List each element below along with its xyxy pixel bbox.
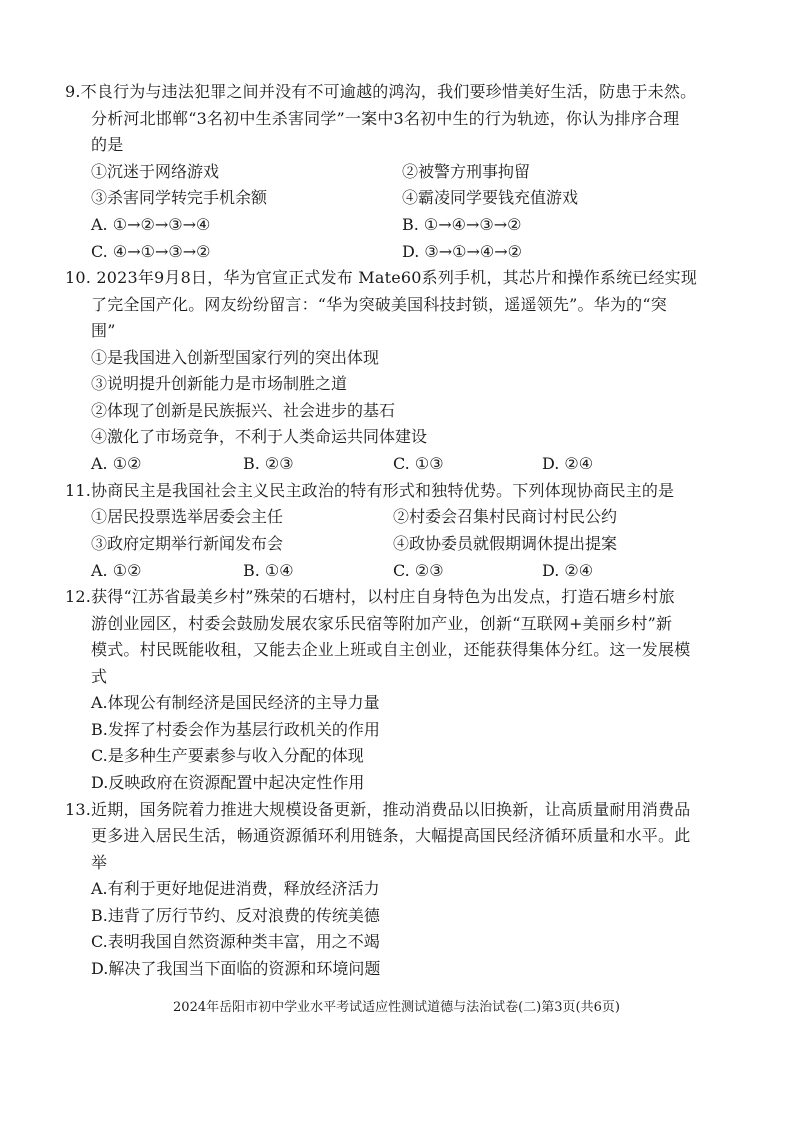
page-footer: 2024年岳阳市初中学业水平考试适应性测试道德与法治试卷(二)第3页(共6页) — [173, 1000, 620, 1015]
question-10-item-3: ③说明提升创新能力是市场制胜之道 — [91, 374, 348, 393]
question-10-item-4: ④激化了市场竞争，不利于人类命运共同体建设 — [91, 427, 428, 446]
question-9-option-c[interactable]: C. ④→①→③→② — [91, 242, 211, 261]
question-12-option-d[interactable]: D.反映政府在资源配置中起决定性作用 — [91, 773, 365, 792]
question-11-item-4: ④政协委员就假期调休提出提案 — [393, 534, 618, 553]
question-9-stem-line-3: 的是 — [91, 135, 124, 154]
question-12-stem-line-4: 式 — [91, 667, 108, 686]
question-10-stem-line-3: 围” — [91, 321, 116, 340]
question-13-option-c[interactable]: C.表明我国自然资源种类丰富，用之不竭 — [91, 932, 380, 951]
question-10-stem-line-1: 10. 2023年9月8日，华为官宣正式发布 Mate60系列手机，其芯片和操作系统已经实现 — [65, 268, 698, 287]
question-9-option-b[interactable]: B. ①→④→③→② — [402, 215, 522, 234]
question-10-option-d[interactable]: D. ②④ — [542, 454, 594, 473]
question-10-option-a[interactable]: A. ①② — [91, 454, 142, 473]
question-9-item-4: ④霸凌同学要钱充值游戏 — [402, 188, 579, 207]
question-12-option-c[interactable]: C.是多种生产要素参与收入分配的体现 — [91, 746, 364, 765]
question-13-stem-line-3: 举 — [91, 853, 108, 872]
question-11-option-c[interactable]: C. ②③ — [393, 561, 444, 580]
question-9-stem-line-1: 9.不良行为与违法犯罪之间并没有不可逾越的鸿沟，我们要珍惜美好生活，防患于未然。 — [65, 82, 697, 101]
question-12-stem-line-1: 12.获得“江苏省最美乡村”殊荣的石塘村，以村庄自身特色为出发点，打造石塘乡村旅 — [65, 587, 675, 606]
question-12-option-b[interactable]: B.发挥了村委会作为基层行政机关的作用 — [91, 720, 380, 739]
question-9-option-a[interactable]: A. ①→②→③→④ — [91, 215, 211, 234]
question-12-stem-line-2: 游创业园区，村委会鼓励发展农家乐民宿等附加产业，创新“互联网+美丽乡村”新 — [91, 614, 673, 633]
question-13-stem-line-1: 13.近期，国务院着力推进大规模设备更新，推动消费品以旧换新，让高质量耐用消费品 — [65, 800, 691, 819]
question-9-item-2: ②被警方刑事拘留 — [402, 162, 531, 181]
question-11-option-b[interactable]: B. ①④ — [243, 561, 294, 580]
question-11-item-2: ②村委会召集村民商讨村民公约 — [393, 507, 618, 526]
question-11-option-a[interactable]: A. ①② — [91, 561, 142, 580]
question-10-option-c[interactable]: C. ①③ — [393, 454, 444, 473]
question-10-stem-line-2: 了完全国产化。网友纷纷留言：“华为突破美国科技封锁，遥遥领先”。华为的“突 — [91, 295, 667, 314]
question-9-item-3: ③杀害同学转完手机余额 — [91, 188, 268, 207]
question-9-option-d[interactable]: D. ③→①→④→② — [402, 242, 523, 261]
question-12-option-a[interactable]: A.体现公有制经济是国民经济的主导力量 — [91, 693, 380, 712]
question-13-option-d[interactable]: D.解决了我国当下面临的资源和环境问题 — [91, 959, 381, 978]
question-10-option-b[interactable]: B. ②③ — [243, 454, 294, 473]
question-13-option-b[interactable]: B.违背了厉行节约、反对浪费的传统美德 — [91, 906, 380, 925]
question-9-stem-line-2: 分析河北邯郸“3名初中生杀害同学”一案中3名初中生的行为轨迹，你认为排序合理 — [91, 109, 680, 128]
question-11-item-3: ③政府定期举行新闻发布会 — [91, 534, 284, 553]
question-11-stem-line-1: 11.协商民主是我国社会主义民主政治的特有形式和独特优势。下列体现协商民主的是 — [65, 481, 675, 500]
question-10-item-1: ①是我国进入创新型国家行列的突出体现 — [91, 348, 380, 367]
question-13-option-a[interactable]: A.有利于更好地促进消费，释放经济活力 — [91, 879, 380, 898]
question-9-item-1: ①沉迷于网络游戏 — [91, 162, 220, 181]
question-12-stem-line-3: 模式。村民既能收租，又能去企业上班或自主创业，还能获得集体分红。这一发展模 — [91, 640, 691, 659]
question-11-item-1: ①居民投票选举居委会主任 — [91, 507, 284, 526]
question-13-stem-line-2: 更多进入居民生活，畅通资源循环利用链条，大幅提高国民经济循环质量和水平。此 — [91, 826, 691, 845]
question-10-item-2: ②体现了创新是民族振兴、社会进步的基石 — [91, 401, 396, 420]
question-11-option-d[interactable]: D. ②④ — [542, 561, 594, 580]
